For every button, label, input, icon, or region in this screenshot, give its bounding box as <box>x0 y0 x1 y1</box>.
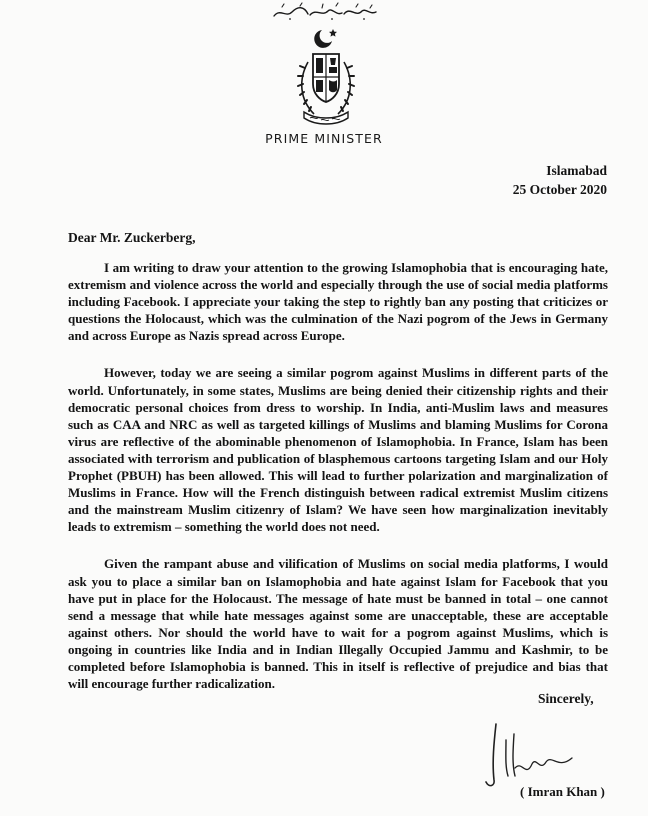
closing: Sincerely, <box>538 691 594 706</box>
letter-date: 25 October 2020 <box>512 182 607 197</box>
state-emblem-icon <box>296 22 356 126</box>
letter-body <box>68 259 608 712</box>
signatory-name: ( Imran Khan ) <box>520 784 605 799</box>
bismillah-calligraphy <box>270 2 380 22</box>
body-paragraph-1: I am writing to draw your attention to the growing Islamophobia that is encouraging hate, extremism and violence across the world and especially through the use of social media platforms including Facebook. I appreciate your taking the step to rightly ban any posting that criticizes or questions the Holocaust, which was the culmination of the Nazi pogrom of the Jews in Germany and across Europe as Nazis spread across Europe. <box>68 260 608 344</box>
office-title: PRIME MINISTER <box>265 131 383 146</box>
body-paragraph-2: However, today we are seeing a similar pogrom against Muslims in different parts of the world. Unfortunately, in some states, Muslims are being denied their citizenship rights and their democratic personal choices from dress to worship. In India, anti-Muslim laws and measures such as CAA and NRC as well as targeted killings of Muslims and blaming Muslims for Corona virus are reflective of the abominable phenomenon of Islamophobia. In France, Islam has been associated with terrorism and publication of blasphemous cartoons targeting Islam and our Holy Prophet (PBUH) has been allowed. This will lead to further polarization and marginalization of Muslims in France. How will the French distinguish between radical extremist Muslim citizens and the mainstream Muslim citizenry of Islam? We have seen how marginalization inevitably leads to extremism – something the world does not need. <box>68 365 608 535</box>
body-paragraph-3: Given the rampant abuse and vilification of Muslims on social media platforms, I would ask you to place a similar ban on Islamophobia and hate against Islam for Facebook that you have put in place for the Holocaust. The message of hate must be banned in total – one cannot send a message that while hate messages against some are unacceptable, these are acceptable against others. Nor should the world have to wait for a pogrom against Muslims, which is ongoing in countries like India and in Indian Illegally Occupied Jammu and Kashmir, to be completed before Islamophobia is banned. This in itself is reflective of prejudice and bias that will encourage further radicalization. <box>68 556 608 692</box>
letter-place: Islamabad <box>546 163 607 178</box>
place-date-block <box>513 161 607 199</box>
salutation: Dear Mr. Zuckerberg, <box>68 230 196 245</box>
signature-mark <box>482 720 578 790</box>
